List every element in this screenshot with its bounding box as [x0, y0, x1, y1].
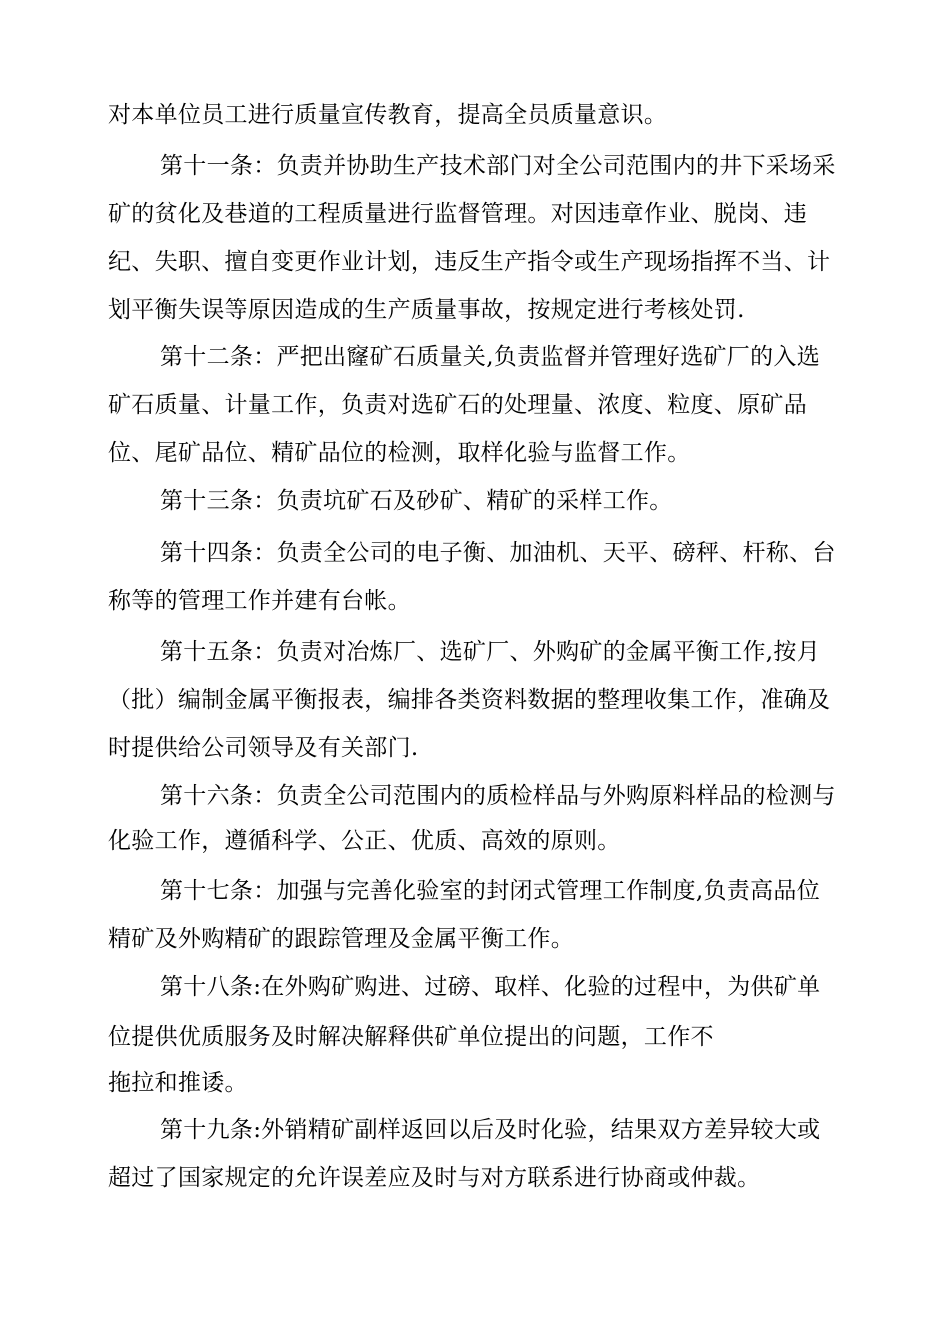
article-16-line: 第十六条：负责全公司范围内的质检样品与外购原料样品的检测与: [160, 783, 836, 809]
text-line: 矿的贫化及巷道的工程质量进行监督管理。对因违章作业、脱岗、违: [108, 201, 807, 227]
text-line: 位提供优质服务及时解决解释供矿单位提出的问题，工作不: [108, 1024, 714, 1050]
text-line: 拖拉和推诿。: [108, 1070, 248, 1096]
article-11-line: 第十一条：负责并协助生产技术部门对全公司范围内的井下采场采: [160, 153, 836, 179]
article-18-line: 第十八条:在外购矿购进、过磅、取样、化验的过程中，为供矿单: [160, 974, 821, 1000]
text-line: 称等的管理工作并建有台帐。: [108, 588, 411, 614]
text-line: 对本单位员工进行质量宣传教育，提高全员质量意识。: [108, 102, 668, 128]
text-line: 时提供给公司领导及有关部门.: [108, 735, 419, 761]
text-line: 化验工作，遵循科学、公正、优质、高效的原则。: [108, 828, 621, 854]
article-13-line: 第十三条：负责坑矿石及砂矿、精矿的采样工作。: [160, 488, 673, 514]
article-17-line: 第十七条：加强与完善化验室的封闭式管理工作制度,负责高品位: [160, 878, 821, 904]
text-line: 位、尾矿品位、精矿品位的检测，取样化验与监督工作。: [108, 440, 691, 466]
text-line: 划平衡失误等原因造成的生产质量事故，按规定进行考核处罚.: [108, 297, 745, 323]
text-line: 精矿及外购精矿的跟踪管理及金属平衡工作。: [108, 926, 574, 952]
article-14-line: 第十四条：负责全公司的电子衡、加油机、天平、磅秤、杆称、台: [160, 540, 836, 566]
text-line: 纪、失职、擅自变更作业计划，违反生产指令或生产现场指挥不当、计: [108, 249, 831, 275]
text-line: 矿石质量、计量工作，负责对选矿石的处理量、浓度、粒度、原矿品: [108, 392, 807, 418]
article-12-line: 第十二条：严把出窿矿石质量关,负责监督并管理好选矿厂的入选: [160, 344, 821, 370]
article-15-line: 第十五条：负责对冶炼厂、选矿厂、外购矿的金属平衡工作,按月: [160, 639, 821, 665]
article-19-line: 第十九条:外销精矿副样返回以后及时化验，结果双方差异较大或: [160, 1117, 821, 1143]
text-line: （批）编制金属平衡报表，编排各类资料数据的整理收集工作，准确及: [108, 687, 831, 713]
text-line: 超过了国家规定的允许误差应及时与对方联系进行协商或仲裁。: [108, 1165, 761, 1191]
